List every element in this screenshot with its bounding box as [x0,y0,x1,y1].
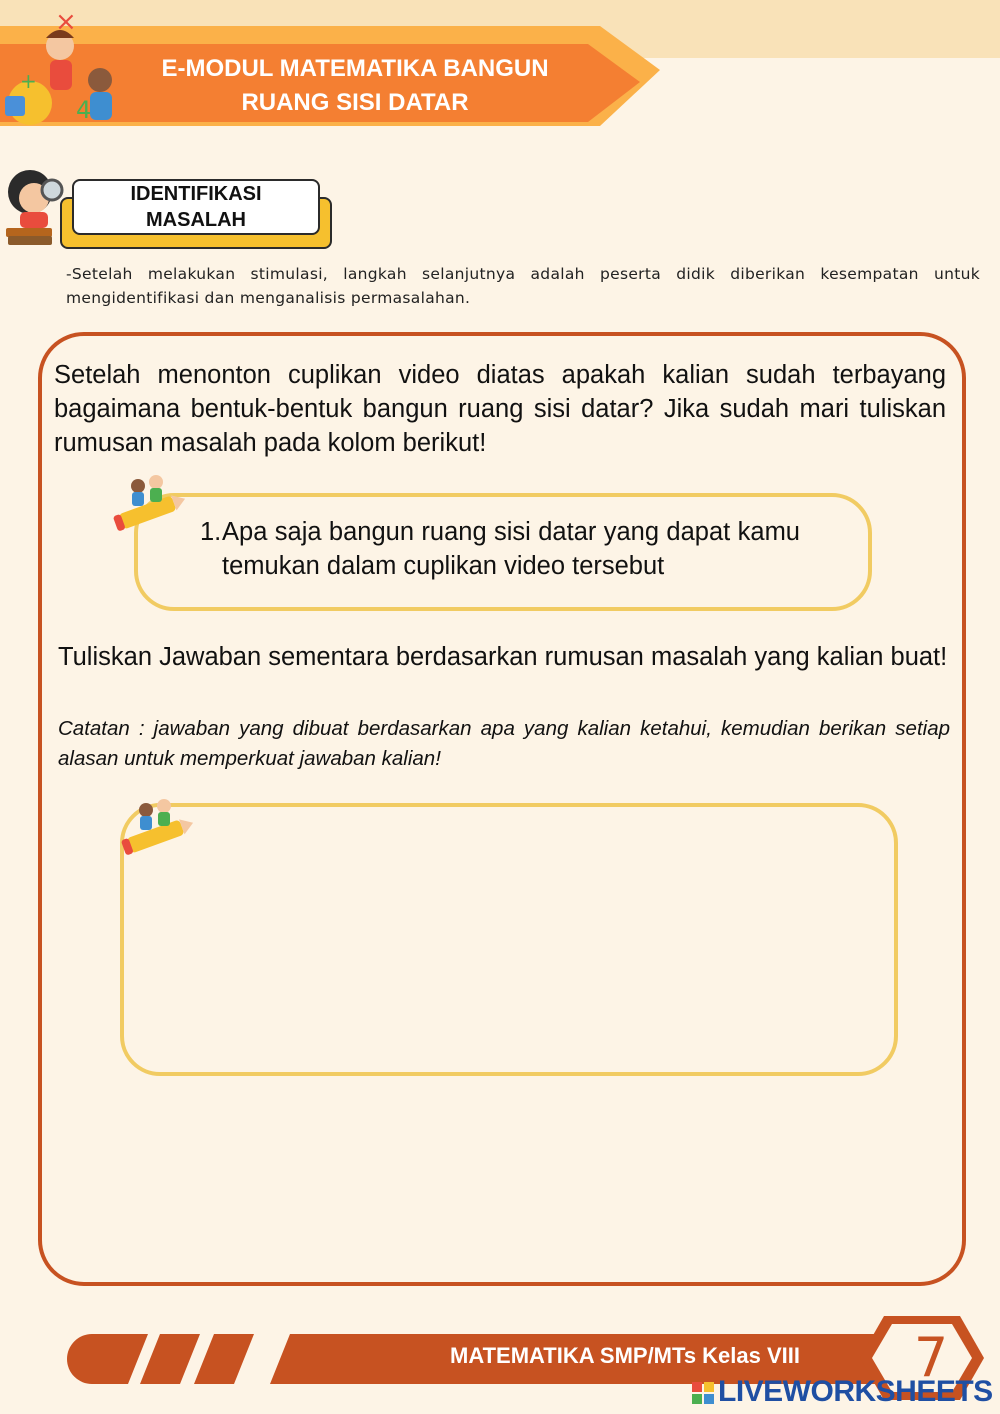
section-label [72,179,320,235]
page-title [110,52,600,120]
page-number: 7 [913,1326,949,1389]
question-number: 1. [200,518,222,546]
watermark: LIVEWORKSHEETS [718,1375,993,1408]
section-label-line1: IDENTIFIKASI [130,183,262,205]
page-title-line1: E-MODUL MATEMATIKA BANGUN [161,55,549,82]
intro-text: -Setelah melakukan stimulasi, langkah selanjutnya adalah peserta didik diberikan kesempatan untuk mengidentifikasi dan menganalisis permasalahan. [66,265,980,307]
kids-illustration-icon [0,8,125,133]
problem-prompt: Setelah menonton cuplikan video diatas apakah kalian sudah terbayang bagaimana bentuk-bentuk bangun ruang sisi datar? Jika sudah mari tuliskan rumusan masalah pada kolom berikut! [54,361,946,457]
svg-text:×: × [55,8,77,37]
answer-prompt: Tuliskan Jawaban sementara berdasarkan rumusan masalah yang kalian buat! [58,643,948,671]
page-title-line2: RUANG SISI DATAR [241,89,469,116]
question-text: Apa saja bangun ruang sisi datar yang dapat kamu temukan dalam cuplikan video tersebut [222,518,800,580]
answer-input[interactable] [120,803,898,1076]
svg-text:4: 4 [76,96,92,124]
footer-subject: MATEMATIKA SMP/MTs Kelas VIII [450,1343,800,1368]
liveworksheets-logo-icon [692,1382,714,1404]
section-label-line2: MASALAH [146,209,246,231]
detective-illustration-icon [0,156,78,248]
svg-text:+: + [20,69,37,93]
answer-note: Catatan : jawaban yang dibuat berdasarkan apa yang kalian ketahui, kemudian berikan setiap alasan untuk memperkuat jawaban kalian! [58,717,950,770]
kids-on-pencil-icon [116,792,196,856]
kids-on-pencil-icon [108,468,188,532]
